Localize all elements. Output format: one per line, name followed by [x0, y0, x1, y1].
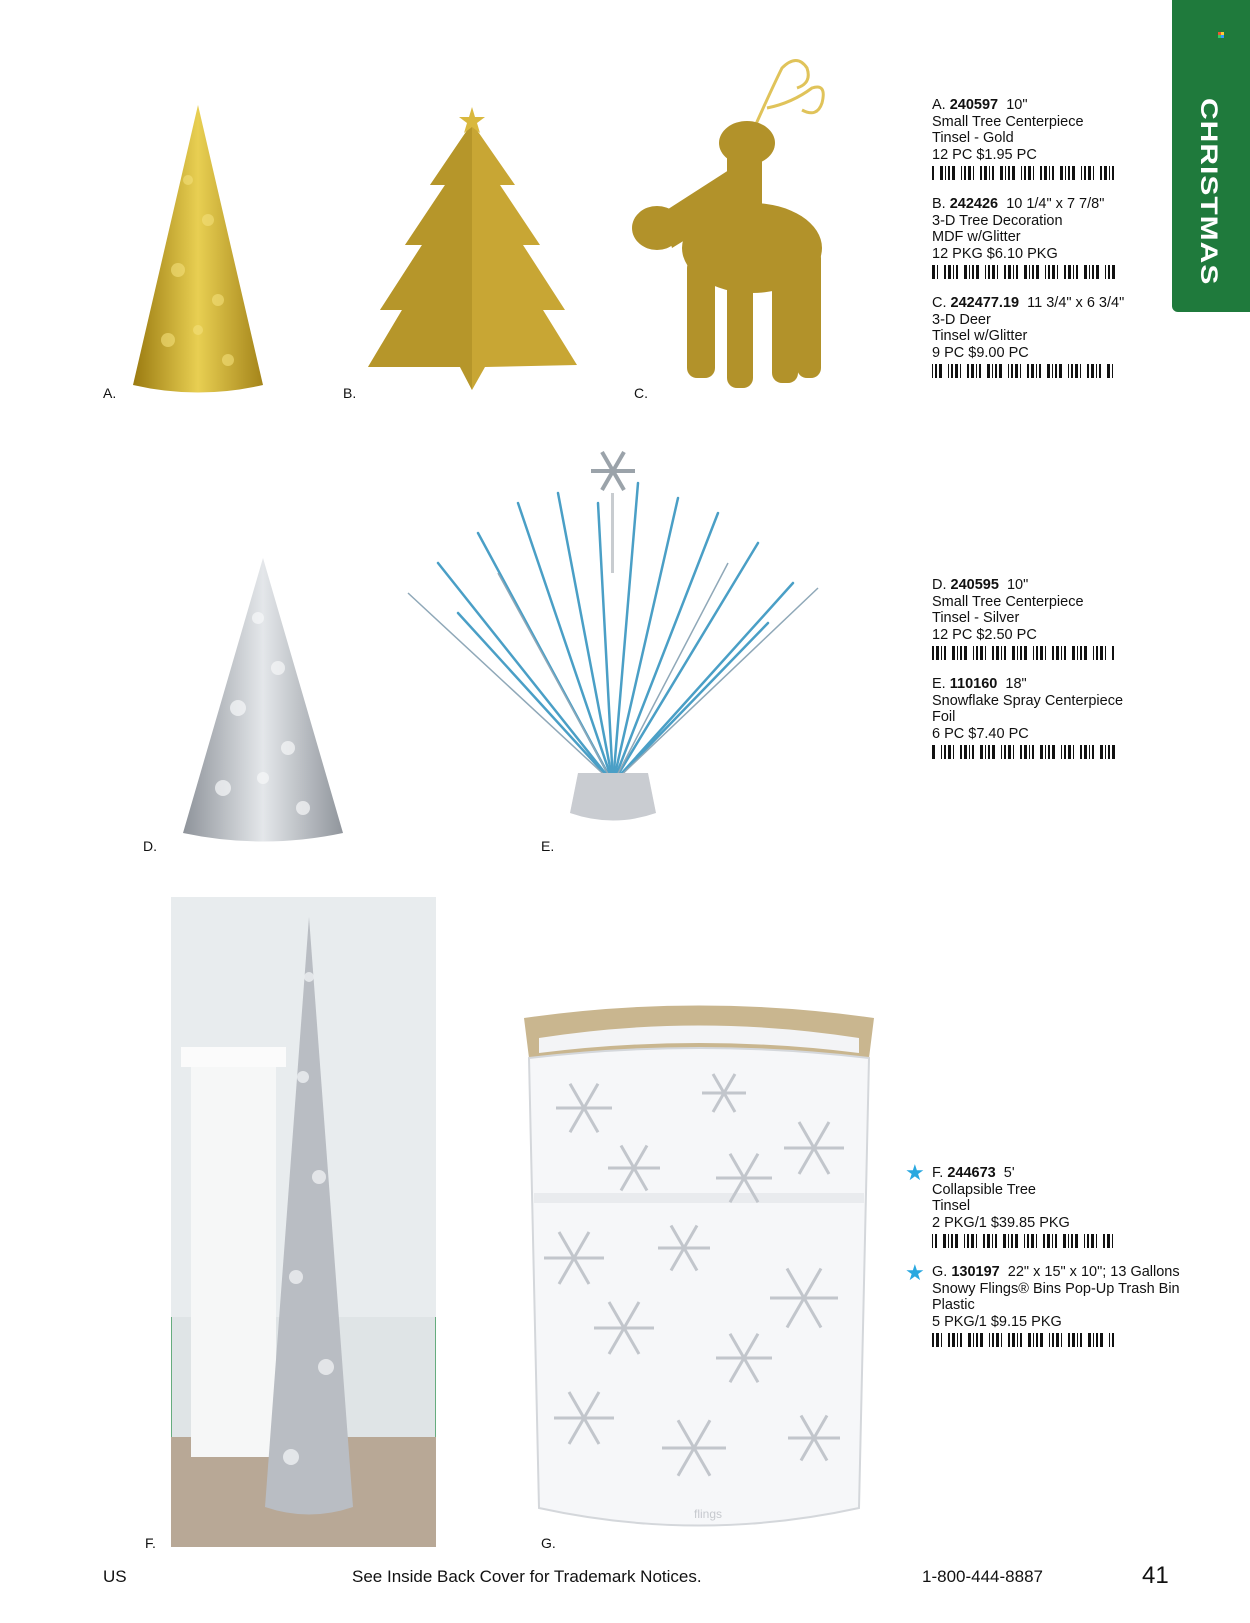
- barcode-bar: [1005, 166, 1006, 180]
- barcode-bar: [1004, 745, 1006, 759]
- barcode-bar: [1068, 1234, 1069, 1248]
- barcode-bar: [1031, 1234, 1034, 1248]
- barcode-bar: [976, 646, 978, 660]
- barcode-bar: [1084, 745, 1087, 759]
- barcode-bar: [1033, 166, 1034, 180]
- barcode-bar: [932, 166, 934, 180]
- barcode-bar: [1052, 364, 1053, 378]
- barcode-bar: [957, 1333, 958, 1347]
- barcode-bar: [1000, 166, 1003, 180]
- barcode-bar: [1084, 265, 1087, 279]
- barcode-bar: [941, 646, 942, 660]
- barcode-bar: [957, 646, 958, 660]
- product-e: E. 110160 18" Snowflake Spray Centerpiece Foil 6 PC $7.40 PC: [932, 676, 1172, 759]
- barcode-bar: [1008, 745, 1011, 759]
- barcode-bar: [996, 1333, 999, 1347]
- barcode-bar: [992, 265, 995, 279]
- barcode-bar: [980, 1333, 983, 1347]
- barcode-bar: [989, 1333, 990, 1347]
- barcode-bar: [1047, 1234, 1050, 1248]
- barcode-bar: [1068, 265, 1071, 279]
- barcode-bar: [976, 1234, 977, 1248]
- barcode-bar: [1073, 265, 1074, 279]
- barcode-bar: [948, 1333, 950, 1347]
- barcode-bar: [1061, 745, 1062, 759]
- barcode-bar: [1049, 1333, 1050, 1347]
- barcode-bar: [1008, 1333, 1010, 1347]
- barcode-bar: [1004, 646, 1006, 660]
- barcode-bar: [1052, 1333, 1054, 1347]
- barcode-bar: [1068, 166, 1070, 180]
- barcode-bar: [955, 364, 958, 378]
- barcode-bar: [932, 1333, 934, 1347]
- barcode-bar: [1055, 364, 1057, 378]
- barcode-bar: [953, 265, 954, 279]
- barcode-bar: [952, 166, 955, 180]
- barcode-bar: [1059, 364, 1062, 378]
- barcode-bar: [1084, 646, 1087, 660]
- barcode-bar: [1084, 1234, 1085, 1248]
- barcode-bar: [1021, 166, 1022, 180]
- barcode-bar: [951, 1234, 953, 1248]
- barcode-bar: [1112, 1234, 1113, 1248]
- barcode-bar: [1049, 166, 1050, 180]
- barcode-bar: [1087, 364, 1089, 378]
- barcode-bar: [1032, 265, 1034, 279]
- barcode-bar: [956, 265, 958, 279]
- barcode-bar: [1020, 745, 1022, 759]
- barcode-bar: [1036, 1234, 1037, 1248]
- barcode-bar: [1091, 1234, 1094, 1248]
- new-star-icon: ★: [905, 1160, 925, 1185]
- barcode-bar: [988, 745, 990, 759]
- barcode-bar: [989, 166, 990, 180]
- barcode-bar: [976, 1333, 978, 1347]
- barcode-bar: [1020, 1333, 1022, 1347]
- barcode-bar: [1036, 265, 1039, 279]
- barcode-bar: [1072, 166, 1075, 180]
- barcode-bar: [1063, 1234, 1066, 1248]
- barcode-bar: [1077, 1333, 1078, 1347]
- barcode-bar: [968, 1333, 971, 1347]
- barcode-bar: [968, 166, 971, 180]
- barcode-bar: [980, 646, 983, 660]
- barcode-bar: [1001, 646, 1002, 660]
- barcode-bar: [1045, 646, 1046, 660]
- barcode-bar: [943, 1234, 946, 1248]
- barcode-bar: [1052, 265, 1055, 279]
- barcode-bar: [1045, 745, 1046, 759]
- barcode-bar: [1068, 745, 1071, 759]
- barcode-bar: [992, 745, 995, 759]
- barcode-bar: [1068, 364, 1069, 378]
- figure-label-a: A.: [103, 385, 117, 401]
- barcode-bar: [1047, 364, 1050, 378]
- barcode-bar: [944, 745, 946, 759]
- barcode-bar: [1052, 646, 1054, 660]
- barcode-bar: [976, 265, 979, 279]
- barcode-bar: [964, 745, 967, 759]
- barcode-bar: [940, 166, 943, 180]
- barcode-bar: [1087, 1234, 1089, 1248]
- barcode-bar: [1075, 1234, 1078, 1248]
- product-b: B. 242426 10 1/4" x 7 7/8" 3-D Tree Decoration MDF w/Glitter 12 PKG $6.10 PKG: [932, 196, 1172, 279]
- barcode-bar: [1075, 364, 1078, 378]
- barcode-bar: [1028, 166, 1031, 180]
- barcode-bar: [1080, 745, 1082, 759]
- barcode-bar: [1012, 166, 1015, 180]
- barcode-bar: [1017, 646, 1018, 660]
- barcode-bar: [935, 1234, 937, 1248]
- barcode-bar: [1112, 745, 1115, 759]
- barcode-bar: [997, 265, 998, 279]
- barcode-bar: [1093, 1333, 1094, 1347]
- product-image-c: [632, 48, 837, 393]
- barcode-bar: [967, 364, 969, 378]
- barcode-bar: [1013, 745, 1014, 759]
- barcode-bar: [996, 646, 999, 660]
- barcode-bar: [992, 1234, 993, 1248]
- barcode-bar: [941, 1333, 942, 1347]
- barcode-bar: [948, 265, 951, 279]
- barcode-bar: [948, 1234, 949, 1248]
- barcode-bar: [1060, 166, 1063, 180]
- barcode-bar: [1088, 166, 1091, 180]
- figure-label-f: F.: [145, 1535, 156, 1551]
- barcode-bar: [1112, 646, 1114, 660]
- barcode-bar: [1071, 364, 1073, 378]
- product-f: F. 244673 5' Collapsible Tree Tinsel 2 PKG/1 $39.85 PKG: [932, 1165, 1172, 1248]
- barcode-bar: [1080, 364, 1081, 378]
- product-g: G. 130197 22" x 15" x 10"; 13 Gallons Snowy Flings® Bins Pop-Up Trash Bin Plastic 5 PKG/1 $9.15 PKG: [932, 1264, 1172, 1347]
- barcode-bar: [1017, 1333, 1018, 1347]
- barcode-bar: [992, 166, 994, 180]
- barcode: [932, 745, 1117, 759]
- barcode-bar: [961, 166, 962, 180]
- barcode-bar: [1092, 745, 1094, 759]
- barcode-bar: [1036, 364, 1037, 378]
- barcode-bar: [1048, 265, 1050, 279]
- barcode-bar: [1024, 745, 1027, 759]
- barcode-bar: [936, 646, 939, 660]
- barcode-bar: [1073, 745, 1074, 759]
- barcode-bar: [960, 364, 961, 378]
- barcode-bar: [1092, 265, 1094, 279]
- barcode-bar: [973, 166, 974, 180]
- barcode-bar: [1103, 1234, 1105, 1248]
- barcode-bar: [1029, 745, 1030, 759]
- barcode: [932, 166, 1117, 180]
- barcode-bar: [1003, 1234, 1006, 1248]
- barcode-bar: [937, 265, 938, 279]
- barcode-bar: [999, 364, 1002, 378]
- barcode-bar: [1080, 1333, 1082, 1347]
- barcode-bar: [1001, 1333, 1002, 1347]
- barcode-bar: [1093, 646, 1094, 660]
- barcode-bar: [972, 745, 974, 759]
- barcode-bar: [1096, 1333, 1098, 1347]
- barcode-bar: [1096, 1234, 1097, 1248]
- barcode-bar: [967, 1234, 969, 1248]
- barcode-bar: [932, 1234, 933, 1248]
- barcode-bar: [988, 265, 990, 279]
- barcode-bar: [964, 265, 967, 279]
- footer-region: US: [103, 1567, 127, 1586]
- barcode-bar: [1015, 1234, 1018, 1248]
- barcode-bar: [1020, 364, 1021, 378]
- barcode-bar: [1112, 364, 1113, 378]
- barcode-bar: [980, 745, 983, 759]
- barcode-bar: [973, 1333, 974, 1347]
- section-tab-label: CHRISTMAS: [1195, 98, 1222, 286]
- bin-brand-mark: flings: [694, 1507, 723, 1521]
- barcode-bar: [1072, 1333, 1075, 1347]
- barcode-bar: [1077, 646, 1078, 660]
- barcode-bar: [1011, 1234, 1013, 1248]
- product-image-a: [128, 100, 268, 400]
- barcode-bar: [1040, 1333, 1043, 1347]
- barcode-bar: [985, 265, 986, 279]
- barcode-bar: [1108, 265, 1110, 279]
- product-c: C. 242477.19 11 3/4" x 6 3/4" 3-D Deer Tinsel w/Glitter 9 PC $9.00 PC: [932, 295, 1172, 378]
- barcode-bar: [992, 1333, 994, 1347]
- barcode-bar: [1033, 1333, 1034, 1347]
- barcode-bar: [1011, 364, 1013, 378]
- barcode-bar: [980, 166, 982, 180]
- barcode-bar: [948, 166, 950, 180]
- barcode-bar: [1107, 364, 1110, 378]
- barcode-bar: [1008, 1234, 1009, 1248]
- barcode-bar: [969, 265, 970, 279]
- barcode-bar: [1056, 646, 1059, 660]
- barcode-bar: [1084, 166, 1086, 180]
- barcode-bar: [995, 1234, 997, 1248]
- barcode-bar: [972, 265, 974, 279]
- barcode-bar: [1071, 1234, 1073, 1248]
- barcode-bar: [1109, 1333, 1110, 1347]
- barcode-bar: [992, 646, 994, 660]
- barcode-bar: [1056, 1333, 1059, 1347]
- figure-label-g: G.: [541, 1535, 556, 1551]
- barcode-bar: [1108, 745, 1110, 759]
- barcode-bar: [1048, 745, 1050, 759]
- barcode-bar: [1004, 265, 1006, 279]
- product-a: A. 240597 10" Small Tree Centerpiece Tinsel - Gold 12 PC $1.95 PC: [932, 97, 1172, 180]
- barcode: [932, 646, 1117, 660]
- barcode-bar: [1057, 265, 1058, 279]
- barcode-bar: [983, 1234, 985, 1248]
- barcode-bar: [1013, 265, 1014, 279]
- barcode-bar: [1020, 646, 1022, 660]
- barcode-bar: [1052, 1234, 1053, 1248]
- barcode-bar: [1045, 265, 1046, 279]
- barcode-bar: [1036, 1333, 1038, 1347]
- barcode-bar: [1052, 745, 1055, 759]
- product-image-e: [398, 443, 828, 848]
- barcode-bar: [932, 364, 933, 378]
- barcode-bar: [1015, 364, 1018, 378]
- barcode-bar: [1027, 364, 1029, 378]
- barcode-bar: [952, 646, 955, 660]
- barcode-bar: [932, 646, 934, 660]
- barcode-bar: [1052, 166, 1054, 180]
- barcode-bar: [1012, 646, 1015, 660]
- barcode-bar: [1112, 265, 1115, 279]
- barcode-bar: [1099, 364, 1101, 378]
- barcode-bar: [979, 364, 981, 378]
- barcode-bar: [1088, 1333, 1091, 1347]
- barcode-bar: [955, 1234, 958, 1248]
- barcode-bar: [1043, 1234, 1045, 1248]
- barcode-bar: [971, 364, 974, 378]
- figure-label-d: D.: [143, 838, 157, 854]
- barcode-bar: [1100, 646, 1103, 660]
- barcode-bar: [1068, 1333, 1070, 1347]
- product-image-d: [178, 558, 348, 848]
- figure-label-c: C.: [634, 385, 648, 401]
- barcode-bar: [1076, 265, 1078, 279]
- barcode-bar: [948, 364, 949, 378]
- barcode-bar: [1016, 265, 1018, 279]
- barcode-bar: [1031, 364, 1034, 378]
- barcode-bar: [971, 1234, 974, 1248]
- barcode-bar: [1001, 745, 1002, 759]
- barcode-bar: [1089, 265, 1090, 279]
- barcode-bar: [987, 364, 990, 378]
- barcode-bar: [1080, 646, 1082, 660]
- page-number: 41: [1142, 1562, 1169, 1589]
- barcode-bar: [1107, 1234, 1110, 1248]
- barcode-bar: [1105, 265, 1106, 279]
- barcode: [932, 1333, 1117, 1347]
- barcode-bar: [1032, 745, 1034, 759]
- figure-label-b: B.: [343, 385, 357, 401]
- barcode-bar: [1100, 745, 1103, 759]
- barcode-bar: [976, 364, 977, 378]
- barcode-bar: [960, 646, 962, 660]
- new-star-icon: ★: [905, 1260, 925, 1285]
- barcode-bar: [952, 1333, 955, 1347]
- barcode-bar: [1008, 265, 1011, 279]
- barcode-bar: [964, 1234, 965, 1248]
- barcode-bar: [1064, 745, 1066, 759]
- product-d: D. 240595 10" Small Tree Centerpiece Tinsel - Silver 12 PC $2.50 PC: [932, 577, 1172, 660]
- barcode-bar: [953, 745, 954, 759]
- barcode-bar: [1008, 364, 1009, 378]
- barcode-bar: [1081, 166, 1082, 180]
- barcode-bar: [941, 745, 942, 759]
- barcode-bar: [1029, 265, 1030, 279]
- barcode-bar: [935, 364, 937, 378]
- barcode-bar: [939, 364, 942, 378]
- barcode-bar: [1033, 646, 1034, 660]
- barcode-bar: [1012, 1333, 1015, 1347]
- barcode-bar: [944, 265, 946, 279]
- barcode-bar: [1091, 364, 1094, 378]
- barcode-bar: [951, 364, 953, 378]
- barcode-bar: [960, 745, 962, 759]
- barcode-bar: [944, 646, 946, 660]
- barcode-bar: [1061, 1333, 1062, 1347]
- barcode-bar: [1044, 166, 1047, 180]
- barcode-bar: [1064, 265, 1066, 279]
- barcode-bar: [1024, 265, 1027, 279]
- barcode-bar: [1104, 166, 1107, 180]
- barcode-bar: [1040, 646, 1043, 660]
- barcode-bar: [1072, 646, 1075, 660]
- barcode-bar: [1040, 166, 1042, 180]
- barcode-bar: [1008, 166, 1010, 180]
- footer-trademark-notice: See Inside Back Cover for Trademark Notices.: [352, 1567, 702, 1586]
- barcode-bar: [1064, 646, 1066, 660]
- barcode: [932, 364, 1117, 378]
- figure-label-e: E.: [541, 838, 555, 854]
- barcode-bar: [985, 646, 986, 660]
- barcode-bar: [948, 745, 951, 759]
- barcode-bar: [1061, 646, 1062, 660]
- barcode-bar: [995, 364, 997, 378]
- barcode-bar: [1105, 745, 1106, 759]
- barcode-bar: [1112, 166, 1114, 180]
- barcode-bar: [969, 745, 970, 759]
- barcode-bar: [1024, 166, 1026, 180]
- barcode-bar: [964, 646, 967, 660]
- barcode-bar: [960, 1333, 962, 1347]
- barcode-bar: [1096, 646, 1098, 660]
- barcode-bar: [1100, 166, 1102, 180]
- barcode-bar: [1065, 166, 1066, 180]
- barcode-bar: [1036, 646, 1038, 660]
- barcode-bar: [932, 265, 935, 279]
- barcode-bar: [984, 166, 987, 180]
- barcode-bar: [1093, 166, 1094, 180]
- barcode-bar: [1109, 166, 1110, 180]
- barcode-bar: [936, 1333, 939, 1347]
- barcode: [932, 1234, 1117, 1248]
- barcode-bar: [1027, 1234, 1029, 1248]
- barcode-bar: [1024, 1234, 1025, 1248]
- barcode-bar: [1105, 646, 1106, 660]
- barcode-bar: [964, 166, 966, 180]
- barcode: [932, 265, 1117, 279]
- product-image-f: [171, 897, 436, 1547]
- barcode-bar: [1039, 364, 1041, 378]
- barcode-bar: [1100, 1333, 1103, 1347]
- barcode-bar: [992, 364, 993, 378]
- barcode-bar: [1112, 1333, 1114, 1347]
- barcode-bar: [945, 166, 946, 180]
- product-image-b: [365, 105, 580, 395]
- barcode-bar: [973, 646, 974, 660]
- barcode-bar: [1024, 646, 1027, 660]
- barcode-bar: [1028, 1333, 1031, 1347]
- barcode-bar: [932, 745, 935, 759]
- tab-marker-icon: [1218, 32, 1224, 38]
- barcode-bar: [985, 745, 986, 759]
- barcode-bar: [1096, 364, 1097, 378]
- footer-phone: 1-800-444-8887: [922, 1567, 1043, 1586]
- product-image-g: [514, 998, 884, 1543]
- barcode-bar: [1089, 745, 1090, 759]
- barcode-bar: [987, 1234, 990, 1248]
- barcode-bar: [1055, 1234, 1057, 1248]
- barcode-bar: [1040, 745, 1043, 759]
- barcode-bar: [1096, 265, 1099, 279]
